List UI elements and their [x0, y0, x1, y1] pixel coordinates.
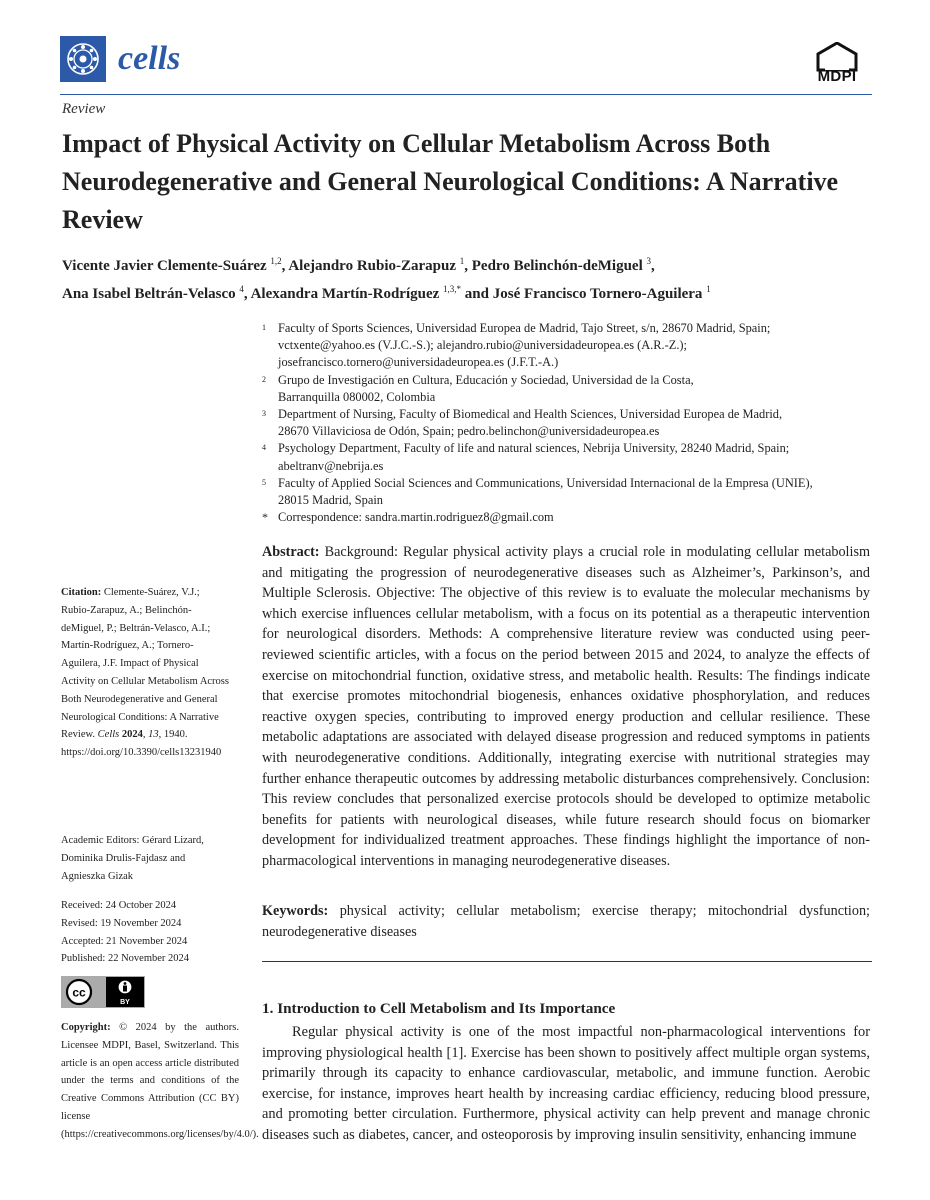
citation-volume: 13	[148, 729, 159, 741]
citation-text: Clemente-Suárez, V.J.; Rubio-Zarapuz, A.; Belinchón-deMiguel, P.; Beltrán-Velasco, A.I.; Martín-Rodríguez, A.; Tornero-Aguilera, J.F. Impact of Physical Activity on Cellular Metabolism Across Both Neurodegenerative and General Neurological Conditions: A Narrative Review.	[61, 587, 229, 741]
by-label: BY	[120, 999, 130, 1006]
abstract-text: Background: Regular physical activity plays a crucial role in modulating cellular metabolism and mitigating the progression of neurodegenerative diseases such as Alzheimer’s, Parkinson’s, and Multiple Sclerosis. Objective: The objective of this review is to evaluate the molecular mechanisms by which exercise influences cellular metabolism, with a focus on its potential as a therapeutic intervention for neurological disorders. Methods: A comprehensive literature review was conducted using peer-reviewed scientific articles, with a focus on the period between 2015 and 2024, to analyze the effects of exercise on mitochondrial function, oxidative stress, and metabolic health. Results: The findings indicate that exercise promotes mitochondrial biogenesis, enhances oxidative phosphorylation, and reduces reactive oxygen species, contributing to improved energy production and cellular resilience. These metabolic adaptations are associated with delayed disease progression and reduced symptoms in patients with neurodegenerative conditions. Additionally, integrating exercise with nutritional strategies may further enhance therapeutic outcomes by addressing metabolic disturbances comprehensively. Conclusion: This review concludes that personalized exercise protocols should be developed to optimize metabolic benefits for patients with neurological diseases, while future research should focus on biomarker development for individualized treatment approaches. These findings highlight the importance of non-pharmacological interventions in managing neurodegenerative diseases.	[262, 544, 871, 869]
section-heading: 1. Introduction to Cell Metabolism and Its Importance	[262, 1000, 616, 1017]
affiliation-number: 5	[262, 477, 266, 487]
affiliation-number: 4	[262, 443, 266, 453]
copyright-text: © 2024 by the authors. Licensee MDPI, Basel, Switzerland. This article is an open access article distributed under the terms and conditions of the Creative Commons Attribution (CC BY) license (https://creativecommons.org/licenses/by/4.0/).	[61, 1022, 259, 1140]
received-date: Received: 24 October 2024	[61, 900, 177, 911]
citation: Citation: Clemente-Suárez, V.J.; Rubio-Zarapuz, A.; Belinchón-deMiguel, P.; Beltrán-Velasco, A.I.; Martín-Rodríguez, A.; Tornero-Aguilera, J.F. Impact of Physical Activity on Cellular Metabolism Across Both Neurodegenerative and General Neurological Conditions: A Narrative Review. Cells 2024, 13, 1940. https://doi.org/10.3390/cells13231940	[61, 587, 229, 759]
affiliation-line: josefrancisco.tornero@universidadeuropea.es (J.F.T.-A.)	[278, 355, 559, 370]
affiliation-line: Psychology Department, Faculty of life and natural sciences, Nebrija University, 28240 Madrid, Spain;	[278, 441, 790, 456]
author-separator: ,	[281, 258, 289, 274]
affiliation-number: 2	[262, 374, 266, 384]
copyright-notice	[61, 1019, 259, 1144]
author-name: José Francisco Tornero-Aguilera	[492, 286, 703, 302]
author-name: Alejandro Rubio-Zarapuz	[288, 258, 457, 274]
affiliation-number: 3	[262, 409, 266, 419]
affiliation-item	[262, 406, 882, 440]
author-affiliation-mark: 4	[239, 284, 244, 294]
header-divider	[60, 94, 872, 95]
publication-dates	[61, 897, 231, 968]
keywords	[262, 901, 870, 942]
author-affiliation-mark: 1	[459, 256, 465, 266]
author-name: Pedro Belinchón-deMiguel	[471, 258, 643, 274]
cc-by-license-badge[interactable]	[61, 976, 145, 1008]
affiliation-line: Faculty of Applied Social Sciences and Communications, Universidad Internacional de la Empresa (UNIE),	[278, 475, 813, 490]
publisher-name: MDPI	[817, 68, 857, 85]
affiliation-line: vctxente@yahoo.es (V.J.C.-S.); alejandro.rubio@universidadeuropea.es (A.R.-Z.);	[278, 338, 688, 353]
author-affiliation-mark: 1	[706, 284, 711, 294]
author-separator: ,	[651, 258, 655, 274]
journal-logo-icon	[60, 36, 106, 82]
abstract-label: Abstract:	[262, 544, 320, 560]
abstract	[262, 542, 870, 872]
author-name: Ana Isabel Beltrán-Velasco	[62, 286, 236, 302]
affiliation-item	[262, 475, 882, 509]
author-affiliation-mark: 1,2	[270, 256, 282, 266]
citation-label: Citation:	[61, 587, 102, 598]
correspondence-symbol: *	[262, 510, 268, 525]
author-separator: and	[461, 286, 493, 302]
academic-editors: Academic Editors: Gérard Lizard, Dominika Drulis-Fajdasz and Agnieszka Gizak	[61, 835, 204, 882]
citation-journal: Cells	[97, 729, 120, 741]
affiliation-line: Grupo de Investigación en Cultura, Educación y Sociedad, Universidad de la Costa,	[278, 372, 694, 387]
affiliation-item	[262, 440, 882, 474]
affiliation-item	[262, 320, 882, 372]
affiliation-item	[262, 372, 882, 406]
correspondence-email[interactable]: Correspondence: sandra.martin.rodriguez8@gmail.com	[278, 510, 554, 525]
author-name: Vicente Javier Clemente-Suárez	[62, 258, 267, 274]
author-affiliation-mark: 3	[646, 256, 651, 266]
affiliation-line: Barranquilla 080002, Colombia	[278, 389, 436, 404]
affiliation-line: 28015 Madrid, Spain	[278, 493, 383, 508]
intro-paragraph: Regular physical activity is one of the most impactful non-pharmacological interventions for improving physiological health [1]. Exercise has been shown to positively affect multiple organ systems, primarily through its capacity to enhance cardiovascular, metabolic, and immune function. Aerobic exercise, for instance, improves heart health by increasing cardiac efficiency, reducing blood pressure, and promoting better circulation. Furthermore, physical activity can help prevent and manage chronic diseases such as diabetes, cancer, and osteoporosis by improving insulin sensitivity, enhancing immune	[262, 1024, 870, 1143]
article-type: Review	[62, 101, 106, 117]
author-name: Alexandra Martín-Rodríguez	[250, 286, 440, 302]
published-date: Published: 22 November 2024	[61, 953, 190, 965]
author-separator: ,	[243, 286, 251, 302]
citation-doi[interactable]: 1940. https://doi.org/10.3390/cells13231940	[61, 729, 222, 759]
correspondence	[262, 509, 882, 526]
affiliations	[262, 320, 882, 526]
author-separator: ,	[464, 258, 472, 274]
copyright-label: Copyright:	[61, 1022, 111, 1033]
author-list	[62, 250, 882, 306]
affiliation-line: Department of Nursing, Faculty of Biomedical and Health Sciences, Universidad Europea de Madrid,	[278, 407, 783, 422]
affiliation-line: Faculty of Sports Sciences, Universidad Europea de Madrid, Tajo Street, s/n, 28670 Madrid, Spain;	[278, 321, 771, 335]
author-affiliation-mark: 1,3,*	[443, 284, 462, 294]
publisher-logo	[804, 42, 872, 86]
accepted-date: Accepted: 21 November 2024	[61, 935, 188, 947]
cc-label: cc	[72, 985, 86, 1000]
affiliation-line: abeltranv@nebrija.es	[278, 458, 384, 473]
article-title: Impact of Physical Activity on Cellular Metabolism Across Both Neurodegenerative and General Neurological Conditions: A Narrative Review	[62, 129, 839, 234]
keywords-text: physical activity; cellular metabolism; exercise therapy; mitochondrial dysfunction; neurodegenerative diseases	[262, 903, 870, 940]
affiliation-line: 28670 Villaviciosa de Odón, Spain; pedro.belinchon@universidadeuropea.es	[278, 424, 660, 439]
section-divider	[262, 961, 872, 962]
keywords-label: Keywords:	[262, 903, 329, 919]
affiliation-number: 1	[262, 323, 266, 332]
citation-year: 2024	[121, 729, 143, 741]
revised-date: Revised: 19 November 2024	[61, 917, 182, 929]
journal-name: cells	[118, 40, 181, 77]
